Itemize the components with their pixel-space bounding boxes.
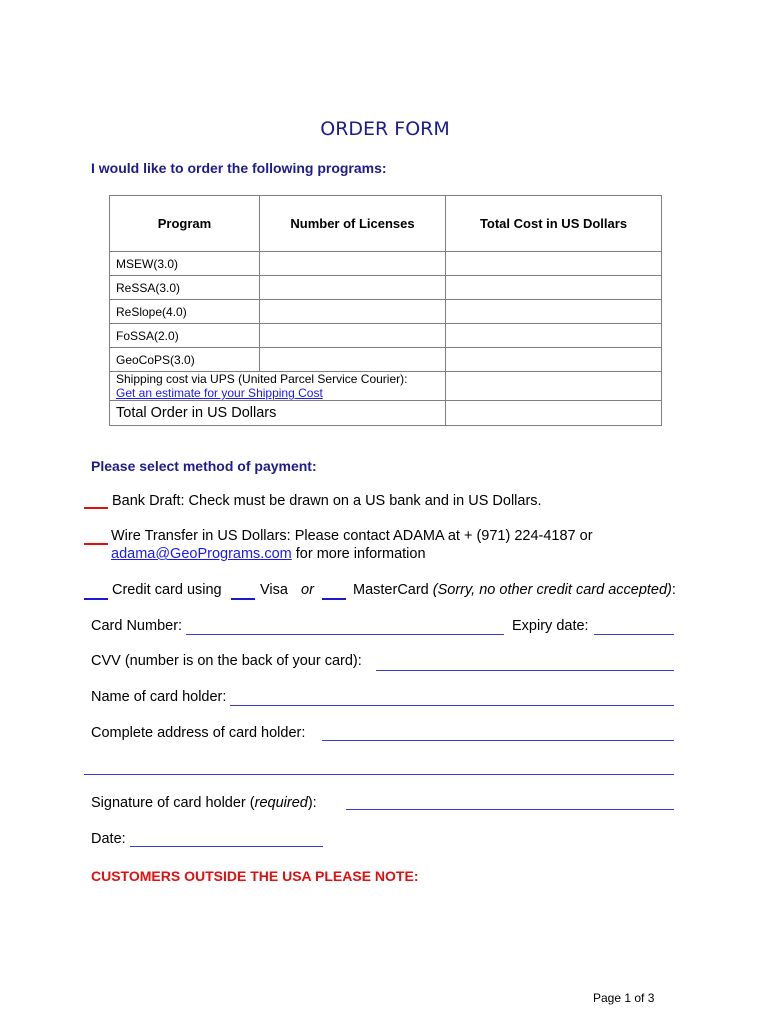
program-name: MSEW(3.0): [110, 252, 260, 276]
cost-input-cell[interactable]: [446, 252, 662, 276]
wire-transfer-line2: [111, 546, 426, 562]
bank-draft-checkbox-blank[interactable]: [84, 507, 108, 509]
table-row: [110, 252, 662, 276]
signature-label-prefix: Signature of card holder (: [91, 795, 255, 811]
signature-required: required: [254, 795, 308, 811]
column-header-program: Program: [110, 196, 260, 252]
program-name: ReSSA(3.0): [110, 276, 260, 300]
holder-address-label: Complete address of card holder:: [91, 725, 306, 741]
mastercard-checkbox-blank[interactable]: [322, 598, 346, 600]
shipping-estimate-link[interactable]: Get an estimate for your Shipping Cost: [116, 386, 323, 400]
page-title: ORDER FORM: [320, 118, 450, 140]
card-number-field[interactable]: [186, 634, 504, 635]
holder-address-field[interactable]: [322, 740, 674, 741]
credit-card-label: Credit card using: [112, 582, 222, 598]
cost-input-cell[interactable]: [446, 300, 662, 324]
table-row: [110, 276, 662, 300]
signature-label: [91, 795, 317, 811]
shipping-row: [110, 372, 662, 401]
wire-transfer-checkbox-blank[interactable]: [84, 543, 108, 545]
shipping-label: Shipping cost via UPS (United Parcel Service Courier):: [116, 372, 408, 386]
visa-checkbox-blank[interactable]: [231, 598, 255, 600]
visa-label: Visa: [260, 582, 288, 598]
shipping-cell: [110, 372, 446, 401]
order-intro-heading: I would like to order the following programs:: [91, 160, 387, 176]
licenses-input-cell[interactable]: [260, 252, 446, 276]
date-label: Date:: [91, 831, 126, 847]
total-label: Total Order in US Dollars: [110, 401, 446, 426]
licenses-input-cell[interactable]: [260, 348, 446, 372]
order-table: [109, 195, 662, 426]
mastercard-label-group: [353, 582, 676, 598]
program-name: GeoCoPS(3.0): [110, 348, 260, 372]
adama-email-link[interactable]: adama@GeoPrograms.com: [111, 546, 292, 562]
signature-label-suffix: ):: [307, 795, 317, 811]
holder-name-label: Name of card holder:: [91, 689, 227, 705]
expiry-date-label: Expiry date:: [512, 618, 589, 634]
total-cost-cell[interactable]: [446, 401, 662, 426]
cost-input-cell[interactable]: [446, 348, 662, 372]
mastercard-note: (Sorry, no other credit card accepted): [432, 582, 672, 598]
expiry-date-field[interactable]: [594, 634, 674, 635]
cost-input-cell[interactable]: [446, 276, 662, 300]
signature-field[interactable]: [346, 809, 674, 810]
holder-name-field[interactable]: [230, 705, 674, 706]
licenses-input-cell[interactable]: [260, 276, 446, 300]
column-header-licenses: Number of Licenses: [260, 196, 446, 252]
page-number: Page 1 of 3: [593, 991, 655, 1005]
mastercard-colon: :: [671, 582, 676, 598]
program-name: ReSlope(4.0): [110, 300, 260, 324]
cost-input-cell[interactable]: [446, 324, 662, 348]
or-label: or: [301, 582, 314, 598]
licenses-input-cell[interactable]: [260, 324, 446, 348]
program-name: FoSSA(2.0): [110, 324, 260, 348]
card-number-label: Card Number:: [91, 618, 183, 634]
table-row: [110, 300, 662, 324]
table-row: [110, 348, 662, 372]
payment-heading: Please select method of payment:: [91, 458, 317, 474]
bank-draft-label: Bank Draft: Check must be drawn on a US bank and in US Dollars.: [112, 493, 542, 509]
table-header-row: [110, 196, 662, 252]
wire-transfer-more-info: for more information: [291, 546, 426, 562]
mastercard-label: MasterCard: [353, 582, 429, 598]
shipping-cost-cell[interactable]: [446, 372, 662, 401]
total-row: [110, 401, 662, 426]
column-header-total-cost: Total Cost in US Dollars: [446, 196, 662, 252]
credit-card-checkbox-blank[interactable]: [84, 598, 108, 600]
holder-address-field-line2[interactable]: [84, 774, 674, 775]
table-row: [110, 324, 662, 348]
cvv-label: CVV (number is on the back of your card):: [91, 653, 362, 669]
licenses-input-cell[interactable]: [260, 300, 446, 324]
wire-transfer-label: Wire Transfer in US Dollars: Please contact ADAMA at + (971) 224-4187 or: [111, 528, 593, 544]
date-field[interactable]: [130, 846, 323, 847]
customers-outside-usa-note: CUSTOMERS OUTSIDE THE USA PLEASE NOTE:: [91, 868, 419, 884]
cvv-field[interactable]: [376, 670, 674, 671]
